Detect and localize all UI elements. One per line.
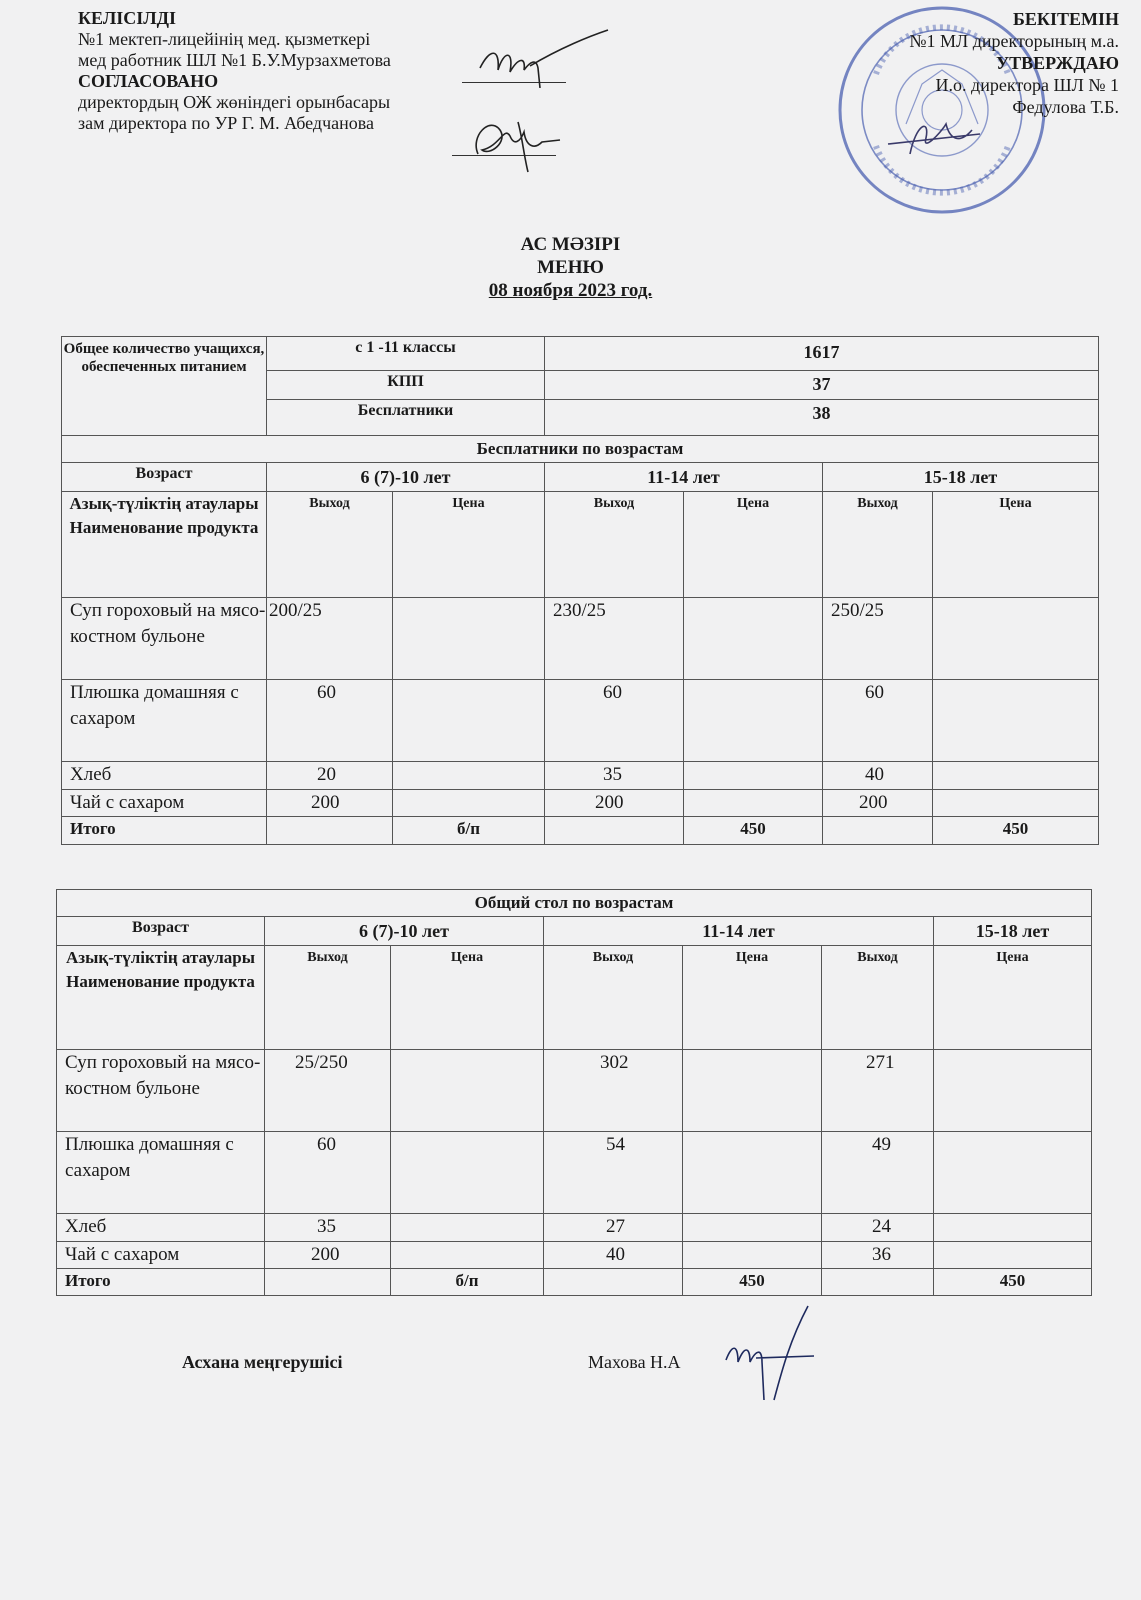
general-item-out-1: 35 (265, 1214, 391, 1242)
free-item-out-2: 35 (545, 762, 684, 790)
canteen-manager-role: Асхана меңгерушісі (182, 1352, 343, 1372)
general-total-price-3: 450 (934, 1269, 1092, 1296)
signature-manager (716, 1300, 826, 1420)
free-item-out-3: 250/25 (823, 598, 933, 680)
free-item-price-1 (393, 790, 545, 817)
free-col-out-3: Выход (823, 492, 933, 598)
general-item-name: Суп гороховый на мясо-костном бульоне (57, 1050, 265, 1132)
free-item-out-3: 60 (823, 680, 933, 762)
general-item-price-3 (934, 1050, 1092, 1132)
free-total-out-1 (267, 817, 393, 845)
general-item-price-1 (391, 1214, 544, 1242)
table-row (57, 1214, 1092, 1242)
free-item-price-2 (684, 598, 823, 680)
signature-medic (470, 28, 610, 88)
free-item-out-1: 60 (267, 680, 393, 762)
menu-date: 08 ноября 2023 год. (488, 280, 653, 301)
free-item-out-1: 200/25 (267, 598, 393, 680)
general-col-price-1: Цена (391, 946, 544, 1050)
free-item-name: Чай с сахаром (62, 790, 267, 817)
general-total-out-2 (544, 1269, 683, 1296)
general-item-price-2 (683, 1242, 822, 1269)
agreed-ru: СОГЛАСОВАНО (78, 71, 219, 91)
free-item-price-1 (393, 598, 545, 680)
general-item-out-1: 200 (265, 1242, 391, 1269)
free-item-price-3 (933, 762, 1099, 790)
free-item-name: Хлеб (62, 762, 267, 790)
table-row (57, 1132, 1092, 1214)
free-age-3: 15-18 лет (823, 463, 1099, 492)
general-total-label: Итого (57, 1269, 265, 1296)
table-row (62, 790, 1099, 817)
general-item-price-1 (391, 1242, 544, 1269)
general-item-out-2: 27 (544, 1214, 683, 1242)
general-col-out-2: Выход (544, 946, 683, 1050)
free-total-price-2: 450 (684, 817, 823, 845)
general-item-price-3 (934, 1132, 1092, 1214)
general-item-price-1 (391, 1050, 544, 1132)
deputy-position: директордың ОЖ жөніндегі орынбасары (78, 92, 391, 112)
free-item-price-2 (684, 790, 823, 817)
free-item-out-2: 230/25 (545, 598, 684, 680)
free-age-2: 11-14 лет (545, 463, 823, 492)
general-table (56, 889, 1092, 1296)
free-item-out-2: 200 (545, 790, 684, 817)
general-section-title: Общий стол по возрастам (57, 890, 1092, 917)
approve-kz: БЕКІТЕМІН (1013, 9, 1119, 29)
general-age-3: 15-18 лет (934, 917, 1092, 946)
free-item-name: Плюшка домашняя с сахаром (62, 680, 267, 762)
free-section-title: Бесплатники по возрастам (62, 436, 1099, 463)
free-product-header: Азық-түліктің атаулары Наименование продукта (62, 492, 267, 598)
general-total-out-1 (265, 1269, 391, 1296)
free-item-out-1: 20 (267, 762, 393, 790)
free-item-price-1 (393, 680, 545, 762)
signature-deputy (460, 106, 570, 176)
summary-label-classes: с 1 -11 классы (267, 337, 545, 371)
free-total-out-3 (823, 817, 933, 845)
general-item-out-3: 49 (822, 1132, 934, 1214)
free-total-row (62, 817, 1099, 845)
summary-value-free: 38 (545, 400, 1099, 436)
general-item-name: Хлеб (57, 1214, 265, 1242)
general-total-out-3 (822, 1269, 934, 1296)
header-right (759, 8, 1119, 118)
agreed-kz: КЕЛІСІЛДІ (78, 8, 177, 28)
general-item-price-1 (391, 1132, 544, 1214)
free-item-price-1 (393, 762, 545, 790)
general-item-out-3: 24 (822, 1214, 934, 1242)
canteen-manager-name: Махова Н.А (588, 1352, 681, 1372)
title-ru: МЕНЮ (537, 257, 604, 278)
general-item-name: Плюшка домашняя с сахаром (57, 1132, 265, 1214)
summary-label: Общее количество учащихся, обеспеченных питанием (62, 337, 267, 436)
free-item-out-3: 40 (823, 762, 933, 790)
general-item-price-3 (934, 1214, 1092, 1242)
free-item-out-3: 200 (823, 790, 933, 817)
approve-ru: УТВЕРЖДАЮ (995, 53, 1119, 73)
title-kz: АС МӘЗІРІ (520, 234, 621, 255)
free-item-out-1: 200 (267, 790, 393, 817)
table-row (57, 1242, 1092, 1269)
free-total-out-2 (545, 817, 684, 845)
free-col-price-1: Цена (393, 492, 545, 598)
free-item-price-3 (933, 790, 1099, 817)
summary-label-free: Бесплатники (267, 400, 545, 436)
medic-name: мед работник ШЛ №1 Б.У.Мурзахметова (78, 50, 391, 70)
free-meals-table (61, 336, 1099, 845)
general-item-price-3 (934, 1242, 1092, 1269)
general-total-price-1: б/п (391, 1269, 544, 1296)
general-item-out-1: 25/250 (265, 1050, 391, 1132)
free-col-price-2: Цена (684, 492, 823, 598)
free-item-price-2 (684, 680, 823, 762)
free-total-label: Итого (62, 817, 267, 845)
general-col-price-3: Цена (934, 946, 1092, 1050)
summary-value-kpp: 37 (545, 371, 1099, 400)
director-position-kz: №1 МЛ директорының м.а. (909, 31, 1119, 51)
general-col-price-2: Цена (683, 946, 822, 1050)
general-total-price-2: 450 (683, 1269, 822, 1296)
general-item-name: Чай с сахаром (57, 1242, 265, 1269)
free-item-price-3 (933, 680, 1099, 762)
table-row (62, 598, 1099, 680)
table-row (62, 680, 1099, 762)
summary-value-classes: 1617 (545, 337, 1099, 371)
general-item-price-2 (683, 1050, 822, 1132)
general-item-price-2 (683, 1132, 822, 1214)
medic-position: №1 мектеп-лицейінің мед. қызметкері (78, 29, 371, 49)
general-age-1: 6 (7)-10 лет (265, 917, 544, 946)
director-position-ru: И.о. директора ШЛ № 1 (935, 75, 1119, 95)
general-total-row (57, 1269, 1092, 1296)
free-item-price-3 (933, 598, 1099, 680)
general-age-2: 11-14 лет (544, 917, 934, 946)
general-item-out-1: 60 (265, 1132, 391, 1214)
general-product-header: Азық-түліктің атаулары Наименование продукта (57, 946, 265, 1050)
general-item-out-2: 302 (544, 1050, 683, 1132)
general-item-price-2 (683, 1214, 822, 1242)
deputy-name: зам директора по УР Г. М. Абедчанова (78, 113, 375, 133)
free-total-price-1: б/п (393, 817, 545, 845)
general-item-out-2: 40 (544, 1242, 683, 1269)
summary-label-kpp: КПП (267, 371, 545, 400)
free-item-price-2 (684, 762, 823, 790)
general-item-out-2: 54 (544, 1132, 683, 1214)
general-item-out-3: 271 (822, 1050, 934, 1132)
free-item-name: Суп гороховый на мясо-костном бульоне (62, 598, 267, 680)
free-col-out-2: Выход (545, 492, 684, 598)
free-item-out-2: 60 (545, 680, 684, 762)
general-age-label: Возраст (57, 917, 265, 946)
free-age-label: Возраст (62, 463, 267, 492)
free-col-price-3: Цена (933, 492, 1099, 598)
table-row (62, 762, 1099, 790)
general-col-out-3: Выход (822, 946, 934, 1050)
free-col-out-1: Выход (267, 492, 393, 598)
general-col-out-1: Выход (265, 946, 391, 1050)
director-name: Федулова Т.Б. (1012, 97, 1119, 117)
free-total-price-3: 450 (933, 817, 1099, 845)
table-row (57, 1050, 1092, 1132)
free-age-1: 6 (7)-10 лет (267, 463, 545, 492)
general-item-out-3: 36 (822, 1242, 934, 1269)
document-title (0, 233, 1141, 302)
signature-director (880, 104, 990, 164)
